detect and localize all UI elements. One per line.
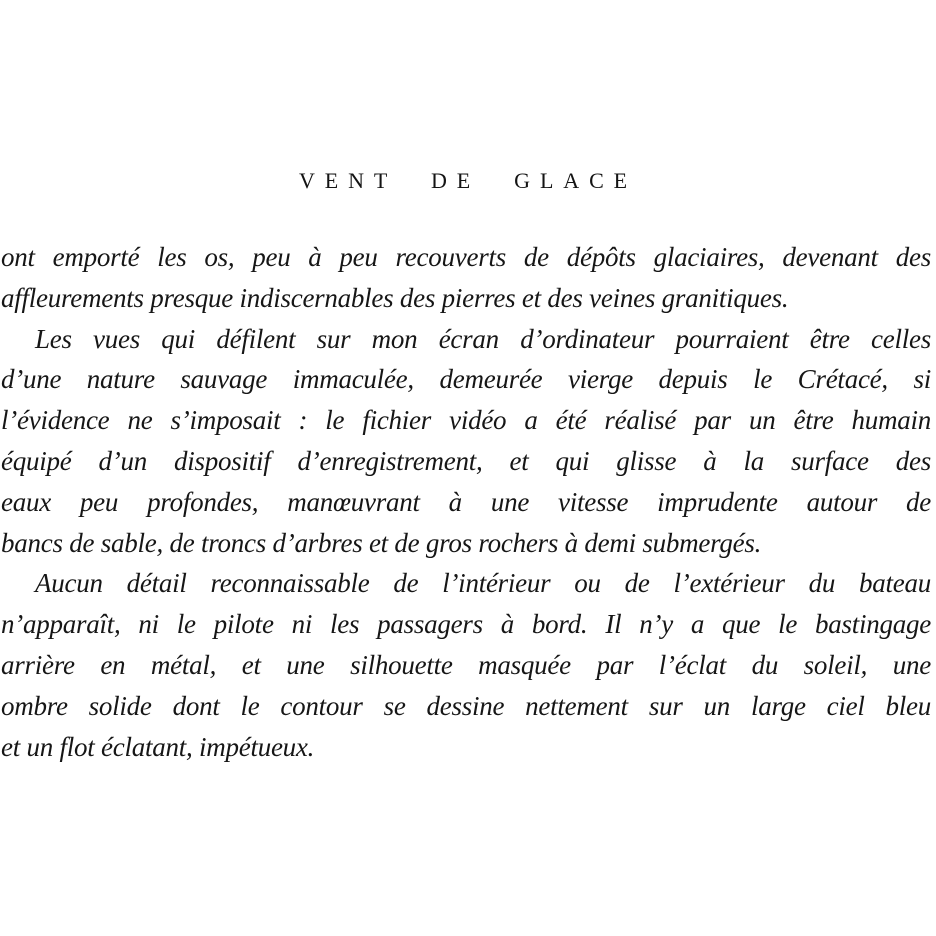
text-line: bancs de sable, de troncs d’arbres et de gros rochers à demi submergés. <box>1 527 762 558</box>
paragraph <box>1 563 931 767</box>
body-text-block <box>1 237 931 767</box>
text-line: d’une nature sauvage immaculée, demeurée vierge depuis le Crétacé, si <box>1 364 931 395</box>
text-line: l’évidence ne s’imposait : le fichier vidéo a été réalisé par un être humain <box>1 405 931 436</box>
text-line: ombre solide dont le contour se dessine nettement sur un large ciel bleu <box>1 690 931 721</box>
text-line: équipé d’un dispositif d’enregistrement, et qui glisse à la surface des <box>1 445 931 476</box>
text-line: et un flot éclatant, impétueux. <box>1 731 315 762</box>
text-line: arrière en métal, et une silhouette masquée par l’éclat du soleil, une <box>1 649 931 680</box>
text-line: Les vues qui défilent sur mon écran d’ordinateur pourraient être celles <box>35 323 931 354</box>
text-line: Aucun détail reconnaissable de l’intérieur ou de l’extérieur du bateau <box>35 568 931 599</box>
text-line: ont emporté les os, peu à peu recouverts de dépôts glaciaires, devenant des <box>1 242 931 272</box>
text-line: n’apparaît, ni le pilote ni les passagers à bord. Il n’y a que le bastingage <box>1 609 931 640</box>
running-header-chapter-title: VENT DE GLACE <box>298 168 637 193</box>
paragraph <box>1 237 931 319</box>
text-line: affleurements presque indiscernables des pierres et des veines granitiques. <box>1 282 789 313</box>
text-line: eaux peu profondes, manœuvrant à une vitesse imprudente autour de <box>1 486 931 517</box>
paragraph <box>1 319 931 564</box>
